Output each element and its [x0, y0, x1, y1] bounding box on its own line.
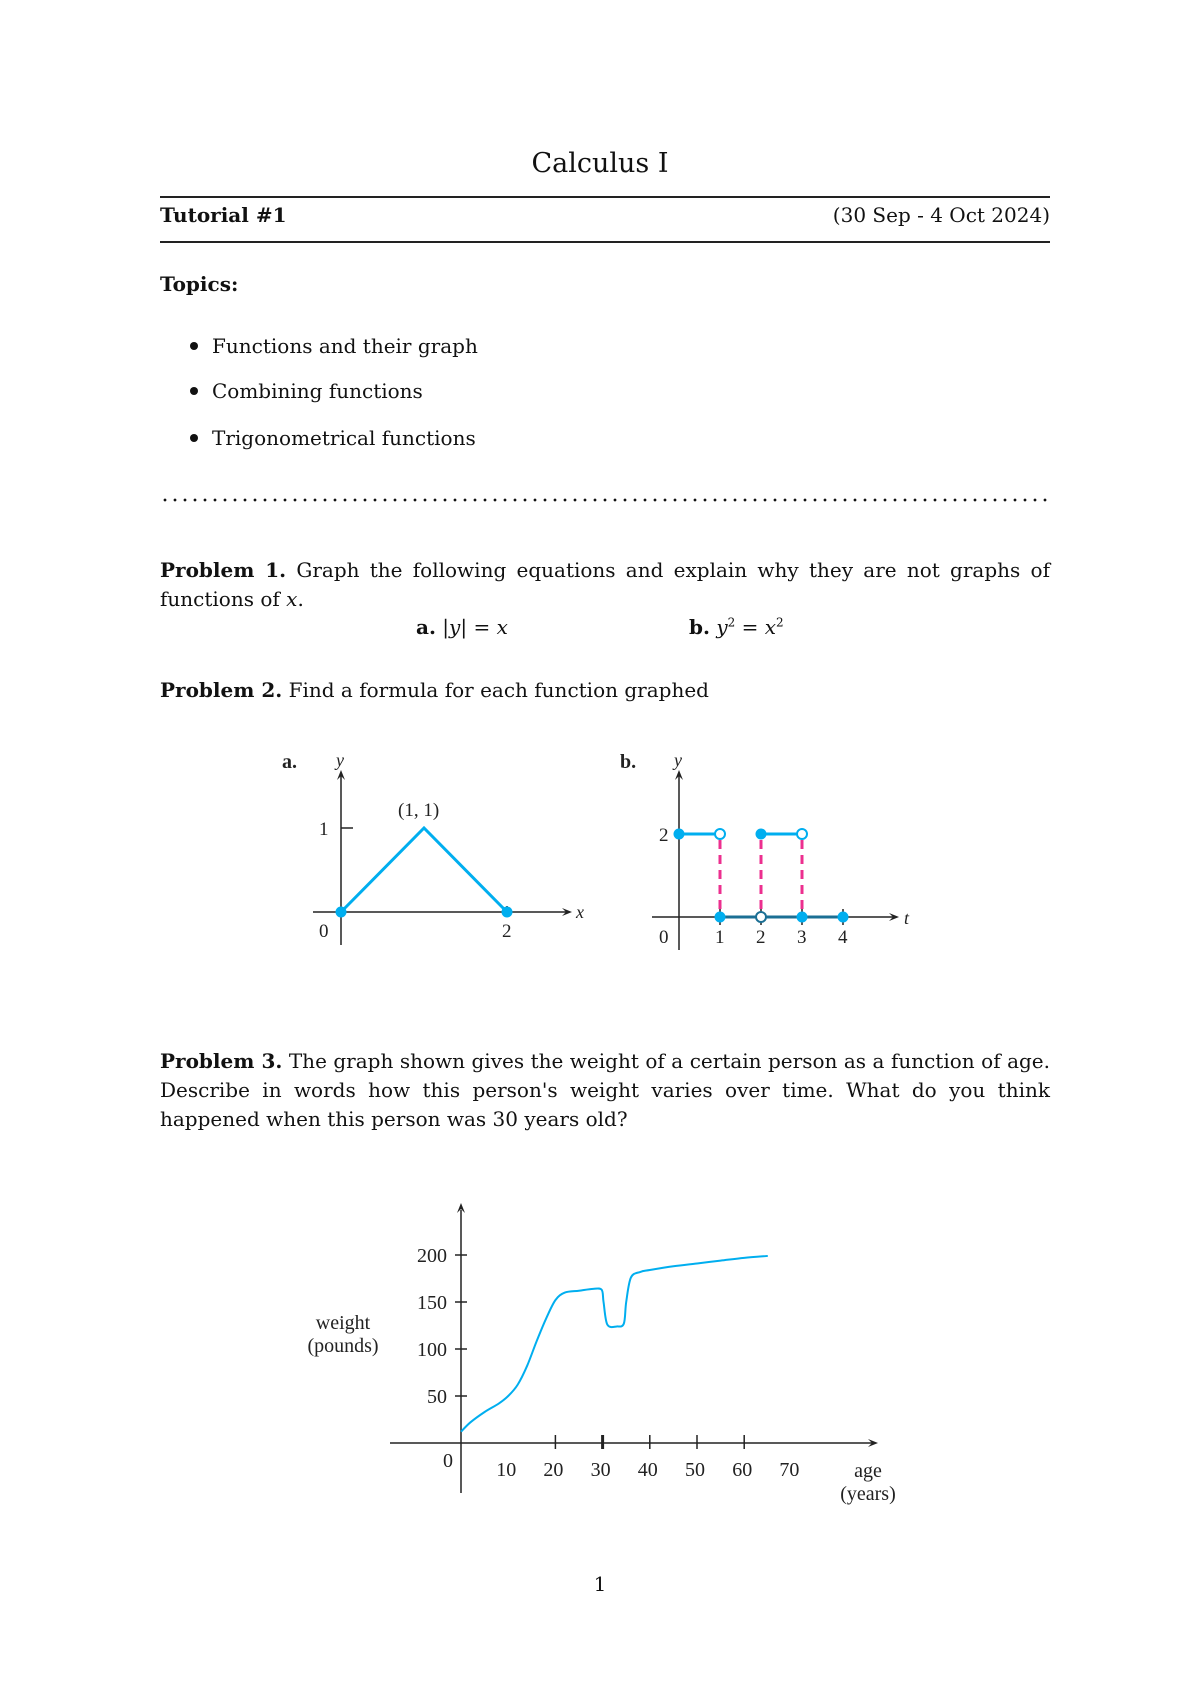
weight-curve [461, 1256, 768, 1432]
equation-label: a. [416, 615, 436, 639]
x-tick-label: 2 [756, 927, 766, 948]
problem-label: Problem 2. [160, 678, 283, 702]
open-point [715, 829, 725, 839]
problem-text: Graph the following equations and explain why they are not graphs of functions of [160, 558, 1050, 611]
chart-problem2b [620, 750, 910, 950]
point-annotation: (1, 1) [398, 800, 440, 821]
y-axis-label-unit: (pounds) [307, 1335, 379, 1357]
topic-text: Combining functions [212, 379, 423, 403]
problem-label: Problem 3. [160, 1049, 283, 1073]
x-tick-label: 10 [496, 1459, 517, 1481]
y-tick-label: 1 [319, 819, 329, 840]
y-axis-label: y [674, 750, 682, 770]
filled-point [674, 829, 685, 840]
origin-label: 0 [659, 927, 669, 948]
y-tick-label: 50 [427, 1386, 447, 1408]
y-tick-label: 200 [417, 1245, 447, 1267]
x-tick-label: 70 [779, 1459, 800, 1481]
origin-label: 0 [443, 1450, 453, 1472]
x-axis-label: t [904, 908, 910, 928]
panel-label: b. [620, 751, 637, 773]
y-axis-label: weight [315, 1312, 371, 1334]
topic-text: Trigonometrical functions [212, 426, 476, 450]
page-number: 1 [593, 1572, 607, 1596]
equation-var: y [716, 615, 728, 639]
abs-bar: | [442, 615, 450, 639]
y-tick-label: 100 [417, 1339, 447, 1361]
x-tick-label: 1 [715, 927, 725, 948]
equation-var: y [449, 615, 461, 639]
x-axis-label: age [854, 1460, 882, 1482]
filled-point [502, 907, 513, 918]
problem-text-end: . [297, 587, 304, 611]
topic-text: Functions and their graph [212, 334, 478, 358]
document-title: Calculus I [531, 148, 669, 179]
equals-sign: = [467, 615, 497, 639]
x-tick-label: 50 [685, 1459, 705, 1481]
x-tick-label: 30 [590, 1459, 611, 1481]
problem-text: Find a formula for each function graphed [288, 678, 709, 702]
x-tick-label: 2 [502, 921, 512, 942]
chart-problem3 [307, 1203, 895, 1505]
origin-label: 0 [319, 921, 329, 942]
problem-variable: x [286, 587, 298, 611]
function-line [341, 828, 507, 912]
panel-label: a. [282, 751, 297, 773]
x-tick-label: 20 [543, 1459, 564, 1481]
filled-point [838, 912, 849, 923]
tutorial-dates: (30 Sep - 4 Oct 2024) [832, 203, 1050, 227]
y-tick-label: 150 [417, 1292, 447, 1314]
problem-label: Problem 1. [160, 558, 287, 582]
chart-problem2a [282, 750, 584, 945]
filled-point [336, 907, 347, 918]
equation-var: x [496, 615, 508, 639]
exponent: 2 [727, 615, 736, 630]
x-axis-label: x [576, 902, 584, 922]
abs-bar: | [460, 615, 468, 639]
topics-heading: Topics: [160, 272, 239, 296]
equals-sign: = [735, 615, 765, 639]
y-axis-label: y [336, 750, 344, 770]
equation-label: b. [689, 615, 710, 639]
x-tick-label: 40 [637, 1459, 658, 1481]
exponent: 2 [776, 615, 784, 630]
problem-3 [160, 1047, 1050, 1134]
filled-point [715, 912, 726, 923]
filled-point [756, 829, 767, 840]
x-tick-label: 4 [838, 927, 848, 948]
problem-text: The graph shown gives the weight of a certain person as a function of age. Describe in words how this person's weight varies over time. What do you think happened when this person was 30 years old? [160, 1049, 1050, 1131]
equation-var: x [764, 615, 777, 639]
y-tick-label: 2 [659, 825, 669, 846]
x-axis-label-unit: (years) [840, 1483, 896, 1505]
x-tick-label: 3 [797, 927, 807, 948]
tutorial-label: Tutorial #1 [160, 203, 287, 227]
x-tick-label: 60 [732, 1459, 753, 1481]
filled-point [797, 912, 808, 923]
open-point [756, 912, 766, 922]
open-point [797, 829, 807, 839]
